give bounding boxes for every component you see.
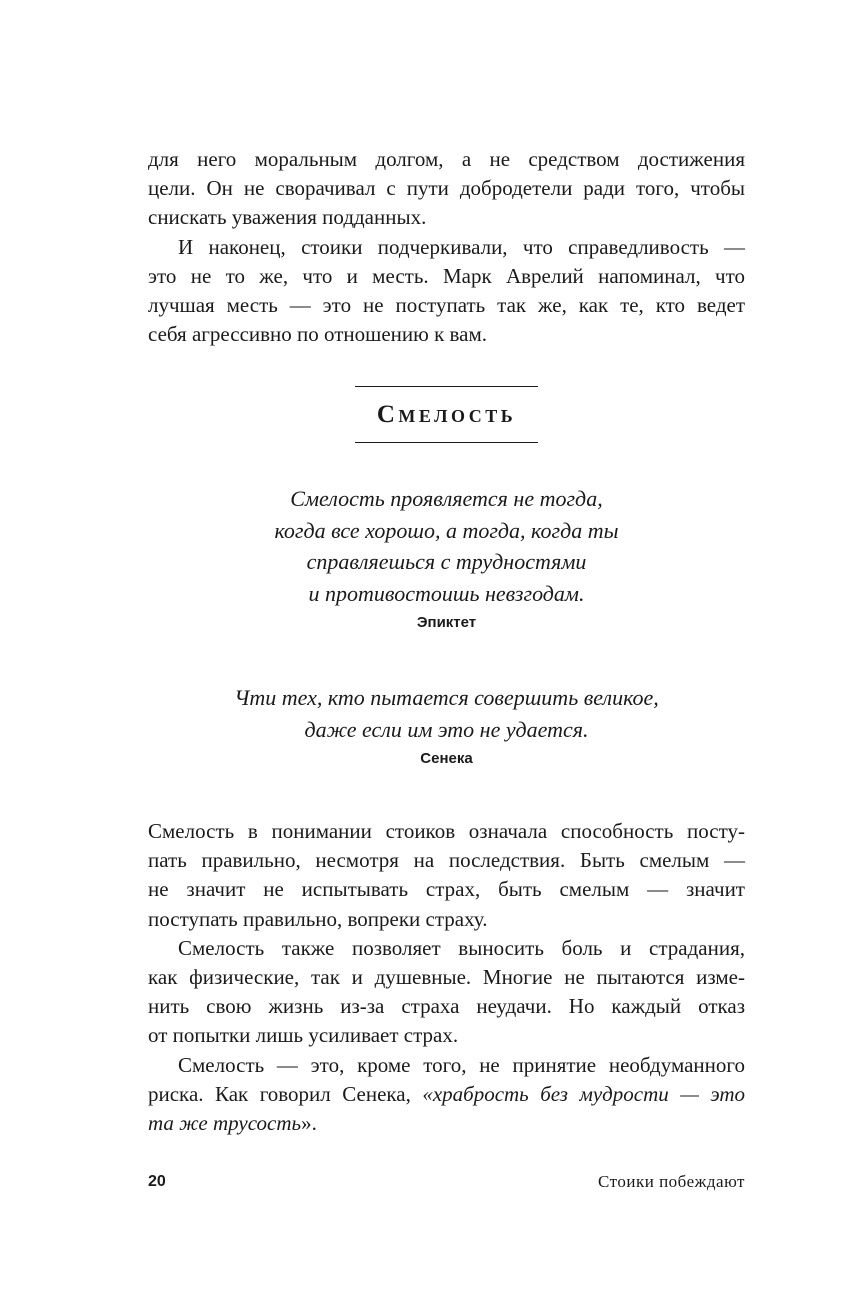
text-line: лучшая месть — это не поступать так же, как те, кто ведет bbox=[148, 292, 745, 317]
bottom-paragraphs bbox=[148, 817, 745, 1138]
page-footer bbox=[148, 1171, 745, 1193]
text-line: не значит не испытывать страх, быть смелым — значит bbox=[148, 877, 745, 902]
text-fragment: ». bbox=[301, 1110, 317, 1135]
text-line: И наконец, стоики подчеркивали, что справедливость — bbox=[178, 234, 745, 259]
text-line: это не то же, что и месть. Марк Аврелий напоминал, что bbox=[148, 263, 745, 288]
section-heading bbox=[355, 386, 538, 443]
section-title: Смелость bbox=[376, 401, 517, 428]
quote-text bbox=[148, 682, 745, 745]
epigraph-quote bbox=[148, 483, 745, 633]
quote-text bbox=[148, 483, 745, 609]
text-line: для него моральным долгом, а не средством достижения bbox=[148, 147, 745, 171]
quote-author: Эпиктет bbox=[416, 614, 477, 631]
text-line bbox=[148, 1080, 745, 1109]
text-line bbox=[148, 1109, 745, 1138]
quote-line: когда все хорошо, а тогда, когда ты bbox=[274, 517, 619, 543]
text-line: нить свою жизнь из-за страха неудачи. Но каждый отказ bbox=[148, 994, 745, 1019]
text-line: себя агрессивно по отношению к вам. bbox=[148, 322, 488, 347]
top-paragraphs bbox=[148, 145, 745, 349]
text-line: Смелость в понимании стоиков означала способность посту- bbox=[148, 819, 745, 843]
text-fragment: риска. Как говорил Сенека, bbox=[148, 1081, 423, 1106]
text-line: как физические, так и душевные. Многие не пытаются изме- bbox=[148, 964, 745, 989]
text-line: пать правильно, несмотря на последствия. Быть смелым — bbox=[148, 848, 745, 873]
quote-line: и противостоишь невзгодам. bbox=[308, 580, 585, 606]
text-line: цели. Он не сворачивал с пути добродетели ради того, чтобы bbox=[148, 176, 745, 201]
italic-quote-fragment: «храбрость без мудрости — это bbox=[422, 1081, 745, 1106]
text-line: Смелость также позволяет выносить боль и страдания, bbox=[178, 935, 745, 960]
quote-line: даже если им это не удается. bbox=[304, 716, 589, 742]
quote-line: Смелость проявляется не тогда, bbox=[290, 486, 603, 511]
running-title: Стоики побеждают bbox=[598, 1172, 745, 1191]
text-line: снискать уважения подданных. bbox=[148, 205, 427, 230]
text-line: Смелость — это, кроме того, не принятие необдуманного bbox=[178, 1052, 745, 1077]
page-number: 20 bbox=[148, 1173, 166, 1190]
text-line: от попытки лишь усиливает страх. bbox=[148, 1023, 459, 1048]
quote-line: Чти тех, кто пытается совершить великое, bbox=[234, 685, 659, 710]
italic-quote-fragment: та же трусость bbox=[148, 1110, 302, 1135]
heading-bottom-rule bbox=[355, 442, 538, 443]
text-line: поступать правильно, вопреки страху. bbox=[148, 906, 488, 931]
quote-line: справляешься с трудностями bbox=[306, 549, 587, 574]
quote-author: Сенека bbox=[420, 750, 473, 767]
epigraph-quote bbox=[148, 682, 745, 769]
